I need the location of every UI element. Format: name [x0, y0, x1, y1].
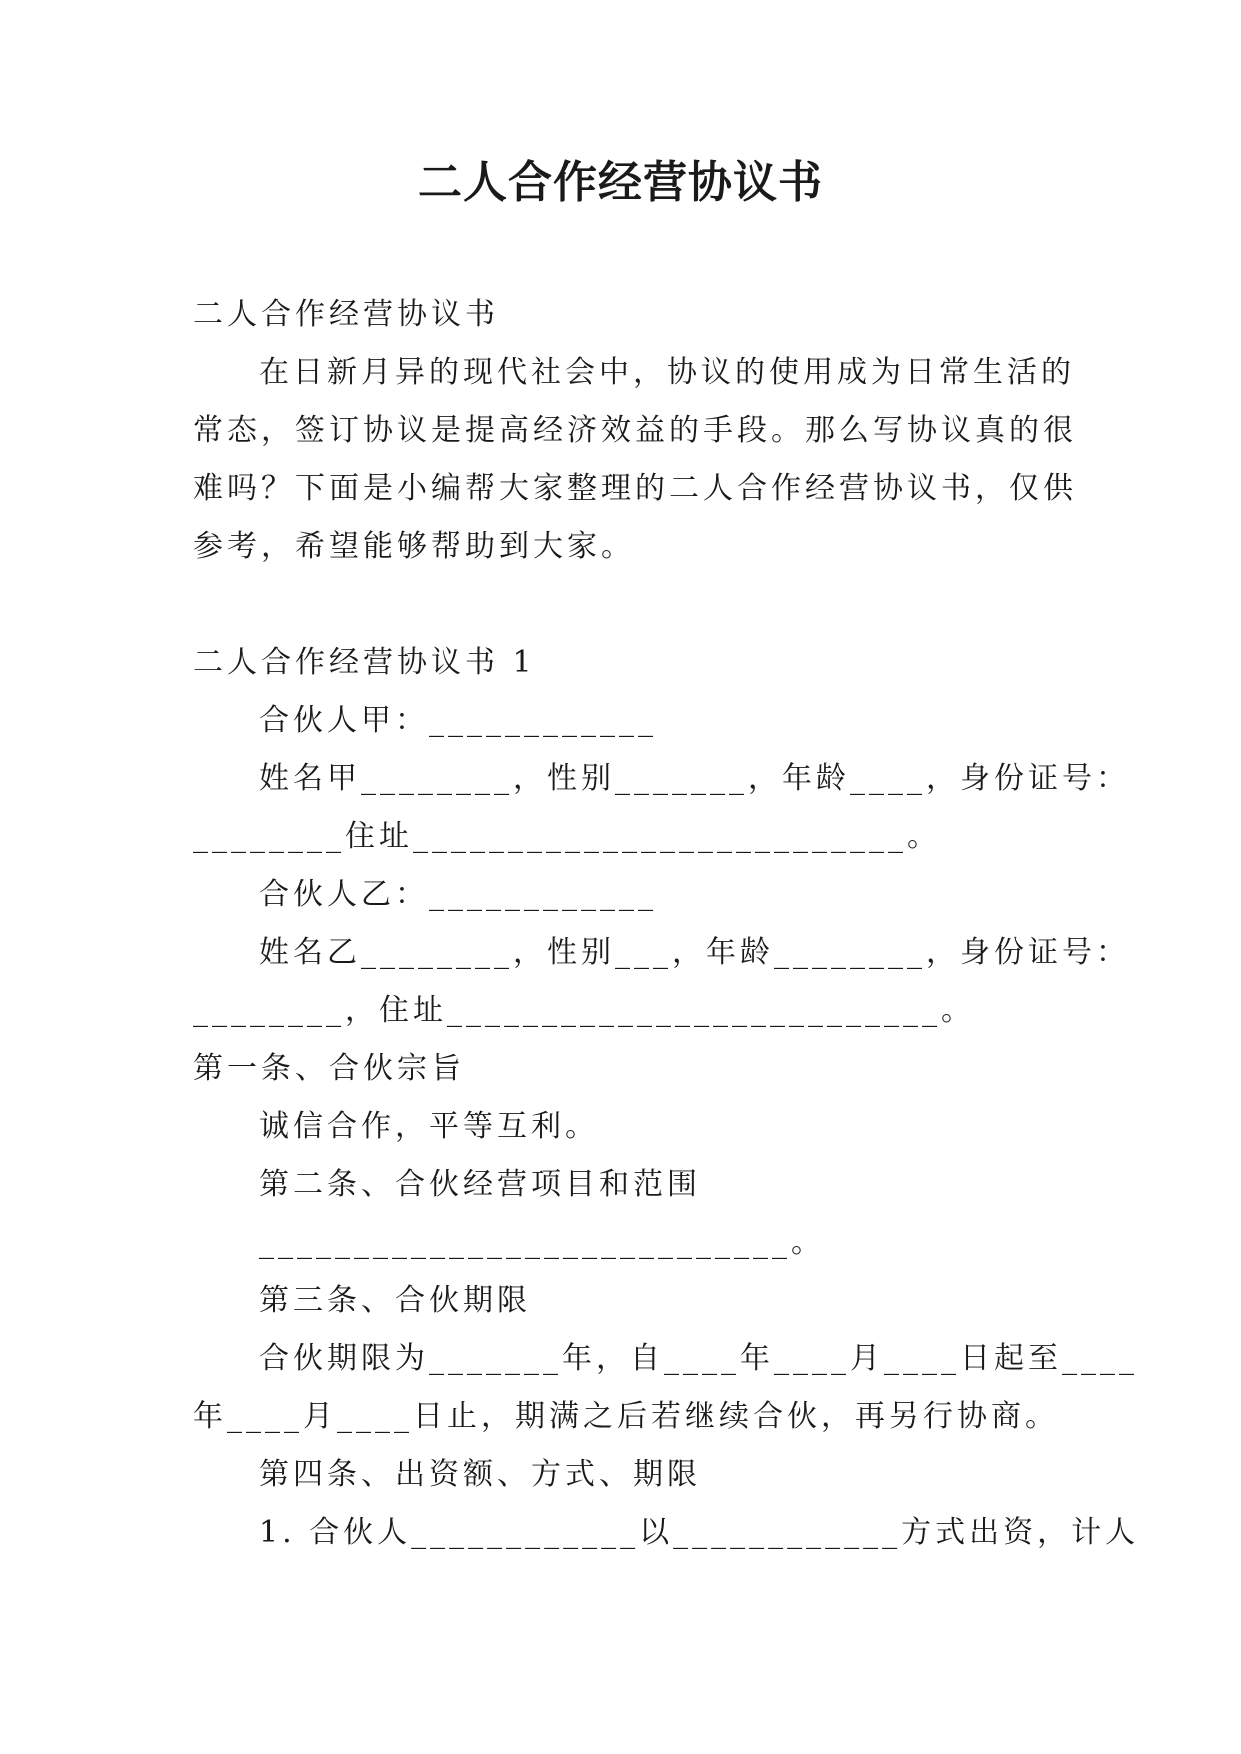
article-text: 合伙期限为_______年，自____年____月____日起至____ — [259, 1341, 1138, 1376]
article-text: 1. 合伙人____________以____________方式出资，计人 — [259, 1515, 1140, 1550]
article-text: ____________________________。 — [259, 1225, 825, 1260]
intro-paragraph-line: 在日新月异的现代社会中，协议的使用成为日常生活的 — [259, 355, 1075, 390]
partner-b-address-line: ________，住址__________________________。 — [193, 993, 975, 1028]
document-body — [193, 286, 1140, 1562]
article-text: 诚信合作，平等互利。 — [259, 1109, 599, 1144]
article-heading: 第二条、合伙经营项目和范围 — [259, 1167, 701, 1202]
partner-a-info-line: 姓名甲________，性别_______，年龄____，身份证号： — [259, 761, 1130, 796]
article-heading: 第三条、合伙期限 — [259, 1283, 531, 1318]
partner-a-line: 合伙人甲：____________ — [259, 703, 657, 738]
article-heading: 第四条、出资额、方式、期限 — [259, 1457, 701, 1492]
intro-paragraph-line: 常态，签订协议是提高经济效益的手段。那么写协议真的很 — [193, 413, 1077, 448]
blank-line — [193, 576, 1063, 634]
partner-b-info-line: 姓名乙________，性别___，年龄________，身份证号： — [259, 935, 1130, 970]
article-heading: 第一条、合伙宗旨 — [193, 1051, 465, 1086]
intro-paragraph-line: 参考，希望能够帮助到大家。 — [193, 529, 635, 564]
partner-b-line: 合伙人乙：____________ — [259, 877, 657, 912]
document-title: 二人合作经营协议书 — [418, 157, 823, 208]
partner-a-address-line: ________住址__________________________。 — [193, 819, 941, 854]
article-text: 年____月____日止，期满之后若继续合伙，再另行协商。 — [193, 1399, 1059, 1434]
section-heading: 二人合作经营协议书 — [193, 297, 499, 332]
agreement-heading: 二人合作经营协议书 1 — [193, 645, 536, 680]
intro-paragraph-line: 难吗？下面是小编帮大家整理的二人合作经营协议书，仅供 — [193, 471, 1077, 506]
